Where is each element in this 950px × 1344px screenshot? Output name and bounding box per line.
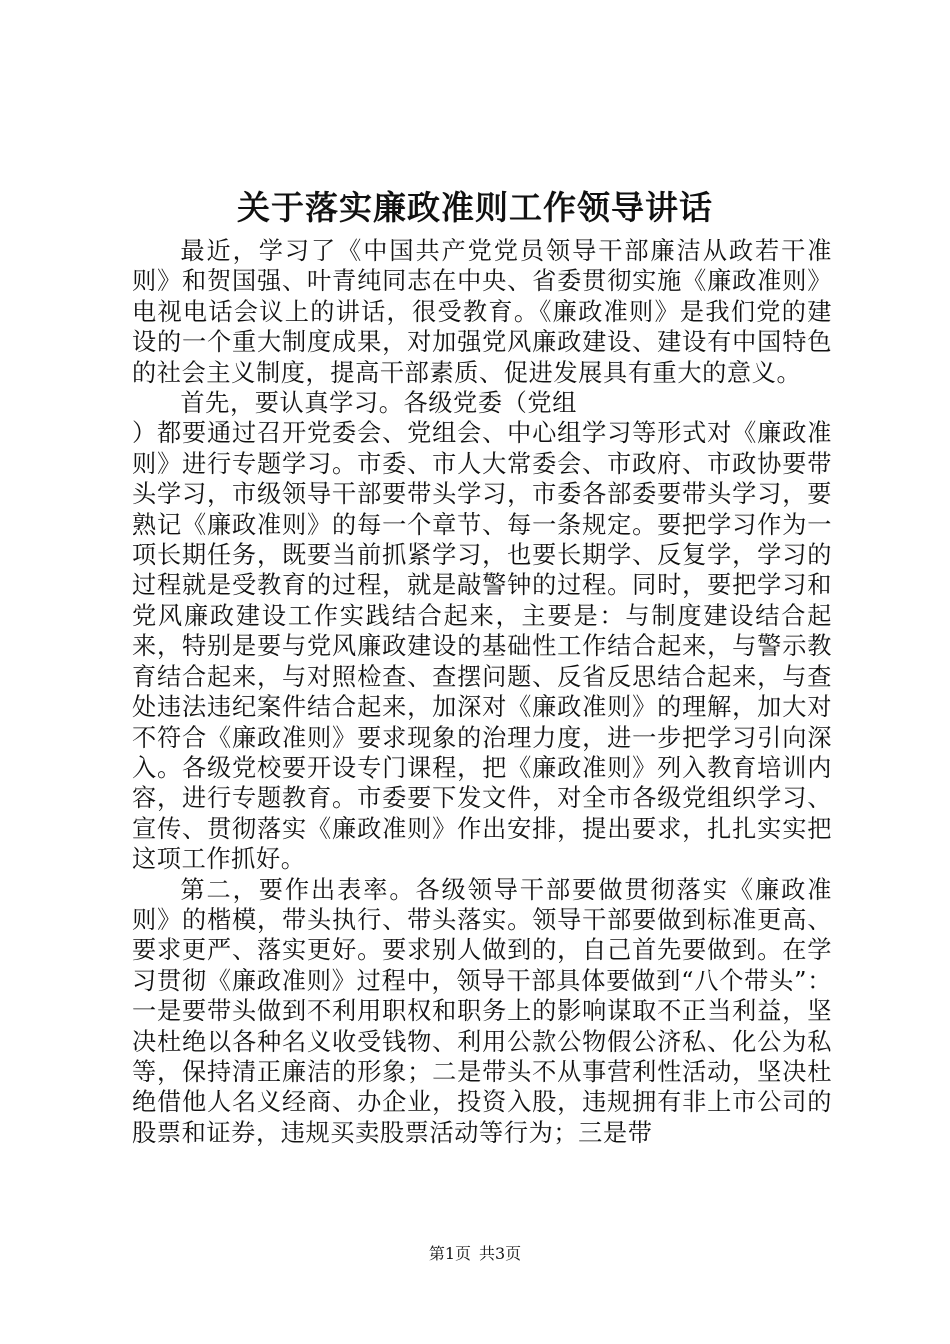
document-title: 关于落实廉政准则工作领导讲话 [237, 188, 713, 227]
paragraph-first-point: 首先，要认真学习。各级党委（党组 [180, 389, 577, 418]
page-footer [0, 1244, 950, 1264]
page-number: 第1页 [428, 1244, 471, 1263]
document-body [132, 236, 832, 1148]
paragraph-intro: 最近，学习了《中国共产党党员领导干部廉洁从政若干准则》和贺国强、叶青纯同志在中央、省委贯彻实施《廉政准则》电视电话会议上的讲话，很受教育。《廉政准则》是我们党的建设的一个重大制度成果，对加强党风廉政建设、建设有中国特色的社会主义制度，提高干部素质、促进发展具有重大的意义。 [132, 237, 832, 387]
paragraph-second-point: 第二，要作出表率。各级领导干部要做贯彻落实《廉政准则》的楷模，带头执行、带头落实。领导干部要做到标准更高、要求更严、落实更好。要求别人做到的，自己首先要做到。在学习贯彻《廉政准则》过程中，领导干部具体要做到“八个带头”：一是要带头做到不利用职权和职务上的影响谋取不正当利益，坚决杜绝以各种名义收受钱物、利用公款公物假公济私、化公为私等，保持清正廉洁的形象；二是带头不从事营利性活动，坚决杜绝借他人名义经商、办企业，投资入股，违规拥有非上市公司的股票和证券，违规买卖股票活动等行为；三是带 [132, 875, 832, 1147]
page-total: 共3页 [479, 1244, 522, 1263]
paragraph-first-point-continued: ）都要通过召开党委会、党组会、中心组学习等形式对《廉政准则》进行专题学习。市委、市人大常委会、市政府、市政协要带头学习，市级领导干部要带头学习，市委各部委要带头学习，要熟记《廉政准则》的每一个章节、每一条规定。要把学习作为一项长期任务，既要当前抓紧学习，也要长期学、反复学，学习的过程就是受教育的过程，就是敲警钟的过程。同时，要把学习和党风廉政建设工作实践结合起来，主要是：与制度建设结合起来，特别是要与党风廉政建设的基础性工作结合起来，与警示教育结合起来，与对照检查、查摆问题、反省反思结合起来，与查处违法违纪案件结合起来，加深对《廉政准则》的理解，加大对不符合《廉政准则》要求现象的治理力度，进一步把学习引向深入。各级党校要开设专门课程，把《廉政准则》列入教育培训内容，进行专题教育。市委要下发文件，对全市各级党组织学习、宣传、贯彻落实《廉政准则》作出安排，提出要求，扎扎实实把这项工作抓好。 [132, 419, 832, 874]
